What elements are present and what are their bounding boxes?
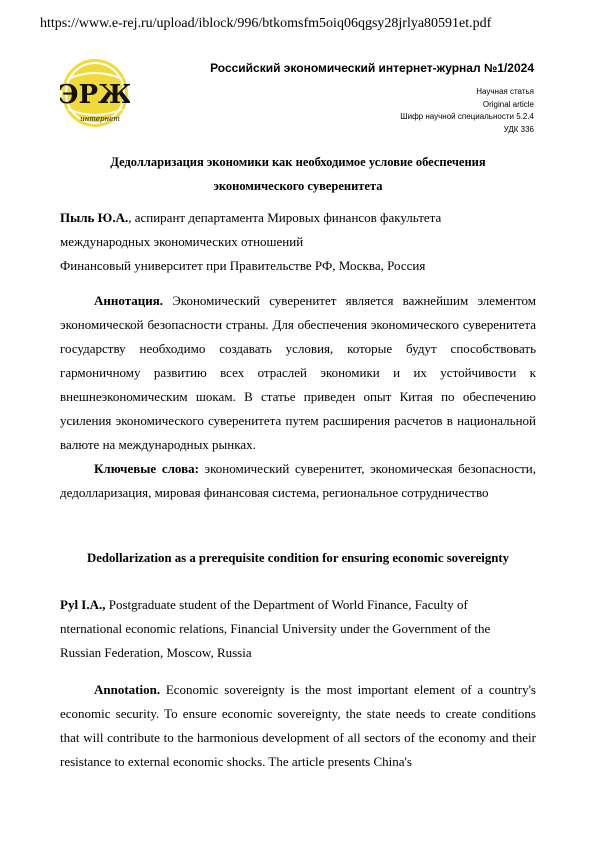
meta-article-type-ru: Научная статья xyxy=(476,87,534,96)
keywords-label-ru: Ключевые слова: xyxy=(94,461,199,476)
source-url[interactable]: https://www.e-rej.ru/upload/iblock/996/btkomsfm5oiq06qgsy28jrlya80591et.pdf xyxy=(40,16,492,31)
keywords-ru xyxy=(60,457,536,505)
abstract-text-ru: Экономический суверенитет является важнейшим элементом экономической безопасности страны. Для обеспечения экономического суверенитета государству необходимо создавать условия, которые будут способствовать гармоничному развитию всех отраслей экономики и их устойчивости к внешнеэкономическим шокам. В статье приведен опыт Китая по обеспечению усиления экономического суверенитета путем расширения расчетов в национальной валюте на международных рынках. xyxy=(60,293,536,452)
abstract-label-en: Annotation. xyxy=(94,682,161,697)
journal-logo xyxy=(60,57,130,129)
abstract-block-en xyxy=(60,678,536,774)
article-title-ru xyxy=(60,150,536,198)
article-meta xyxy=(300,86,534,136)
abstract-block-ru xyxy=(60,289,536,505)
title-ru-line-1: Дедолларизация экономики как необходимое условие обеспечения xyxy=(110,155,486,169)
author-ru-line-1 xyxy=(60,206,536,230)
abstract-label-ru: Аннотация. xyxy=(94,293,164,308)
author-desc-ru-2: международных экономических отношений xyxy=(60,234,304,249)
author-desc-ru-1: , аспирант департамента Мировых финансов факультета xyxy=(128,210,442,225)
journal-logo-emblem xyxy=(60,57,130,129)
abstract-ru xyxy=(60,289,536,457)
abstract-text-en: Economic sovereignty is the most important element of a country's economic security. To ensure economic sovereignty, the state needs to create conditions that will contribute to the harmonious development of all sectors of the economy and their resistance to external economic shocks. The article presents China's xyxy=(60,682,536,769)
author-en-line-1 xyxy=(60,593,536,617)
author-block-ru xyxy=(60,206,536,278)
meta-article-type-en: Original article xyxy=(482,99,534,109)
abstract-en xyxy=(60,678,536,774)
keywords-text-ru: экономический суверенитет, экономическая безопасности, дедолларизация, мировая финансовая система, региональное сотрудничество xyxy=(60,461,536,500)
author-name-ru: Пыль Ю.А. xyxy=(60,210,129,225)
title-ru-line-2: экономического суверенитета xyxy=(213,179,383,193)
author-name-en: Pyl I.A., xyxy=(60,597,106,612)
author-desc-en-2: nternational economic relations, Financial University under the Government of the xyxy=(60,621,491,636)
meta-specialty-code: Шифр научной специальности 5.2.4 xyxy=(400,112,534,121)
author-block-en xyxy=(60,593,536,665)
logo-letters: ЭРЖ xyxy=(60,80,130,110)
author-desc-en-1: Postgraduate student of the Department of World Finance, Faculty of xyxy=(105,597,468,612)
author-desc-en-3: Russian Federation, Moscow, Russia xyxy=(60,645,252,660)
article-title-en: Dedollarization as a prerequisite condition for ensuring economic sovereignty xyxy=(86,551,510,565)
journal-title: Российский экономический интернет-журнал №1/2024 xyxy=(210,61,534,75)
affiliation-ru: Финансовый университет при Правительстве РФ, Москва, Россия xyxy=(60,258,426,273)
logo-caption: интернет xyxy=(80,115,120,123)
meta-udc: УДК 336 xyxy=(503,124,534,134)
